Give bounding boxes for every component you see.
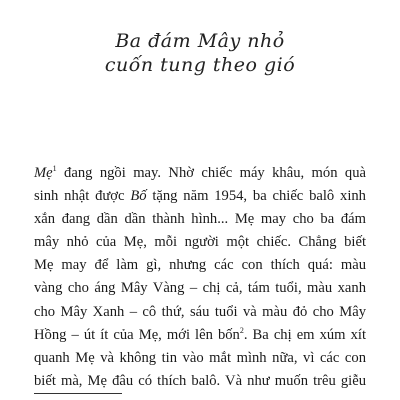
paragraph-line [34,347,366,370]
chapter-title-line-2: cuốn tung theo gió [104,54,296,76]
paragraph-line [34,208,366,231]
text-run: Hồng – út ít của Mẹ, mới lên bốn [34,326,240,343]
text-run: Mẹ may để làm gì, nhưng các con thích quá: màu [34,257,366,274]
footnote-marker: 1 [52,164,57,174]
text-run: đang ngồi may. Nhờ chiếc máy khâu, món quà [56,165,366,181]
paragraph-line [34,324,366,347]
body-paragraph [34,162,366,393]
text-run: mây nhỏ của Mẹ, mỗi người một chiếc. Chẳng biết [34,234,366,251]
paragraph-line [34,277,366,300]
text-run: quanh Mẹ và không tin vào mắt mình nữa, vì các con [34,349,366,366]
emphasis-text: Bố [130,188,147,205]
emphasis-text: Mẹ [34,165,53,181]
paragraph-line [34,162,366,185]
text-run: tặng năm 1954, ba chiếc balô xinh [146,188,366,205]
paragraph-line [34,301,366,324]
text-run: sinh nhật được [34,188,131,205]
paragraph-line [34,185,366,208]
footnote-marker: 2 [239,325,244,335]
footnote-divider [34,393,122,394]
text-run: vàng cho áng Mây Vàng – chị cả, tám tuổi, màu xanh [34,280,366,297]
text-run: cho Mây Xanh – cô thứ, sáu tuổi và màu đỏ cho Mây [34,303,366,320]
paragraph-line [34,370,366,393]
text-run: . Ba chị em xúm xít [243,326,366,343]
paragraph-line [34,254,366,277]
chapter-title-line-1: Ba đám Mây nhỏ [115,30,285,52]
text-run: biết mà, Mẹ đâu có thích balô. Và như muốn trêu giễu [34,372,366,389]
text-run: xắn đang dần dần thành hình... Mẹ may cho ba đám [34,211,366,228]
paragraph-line [34,231,366,254]
